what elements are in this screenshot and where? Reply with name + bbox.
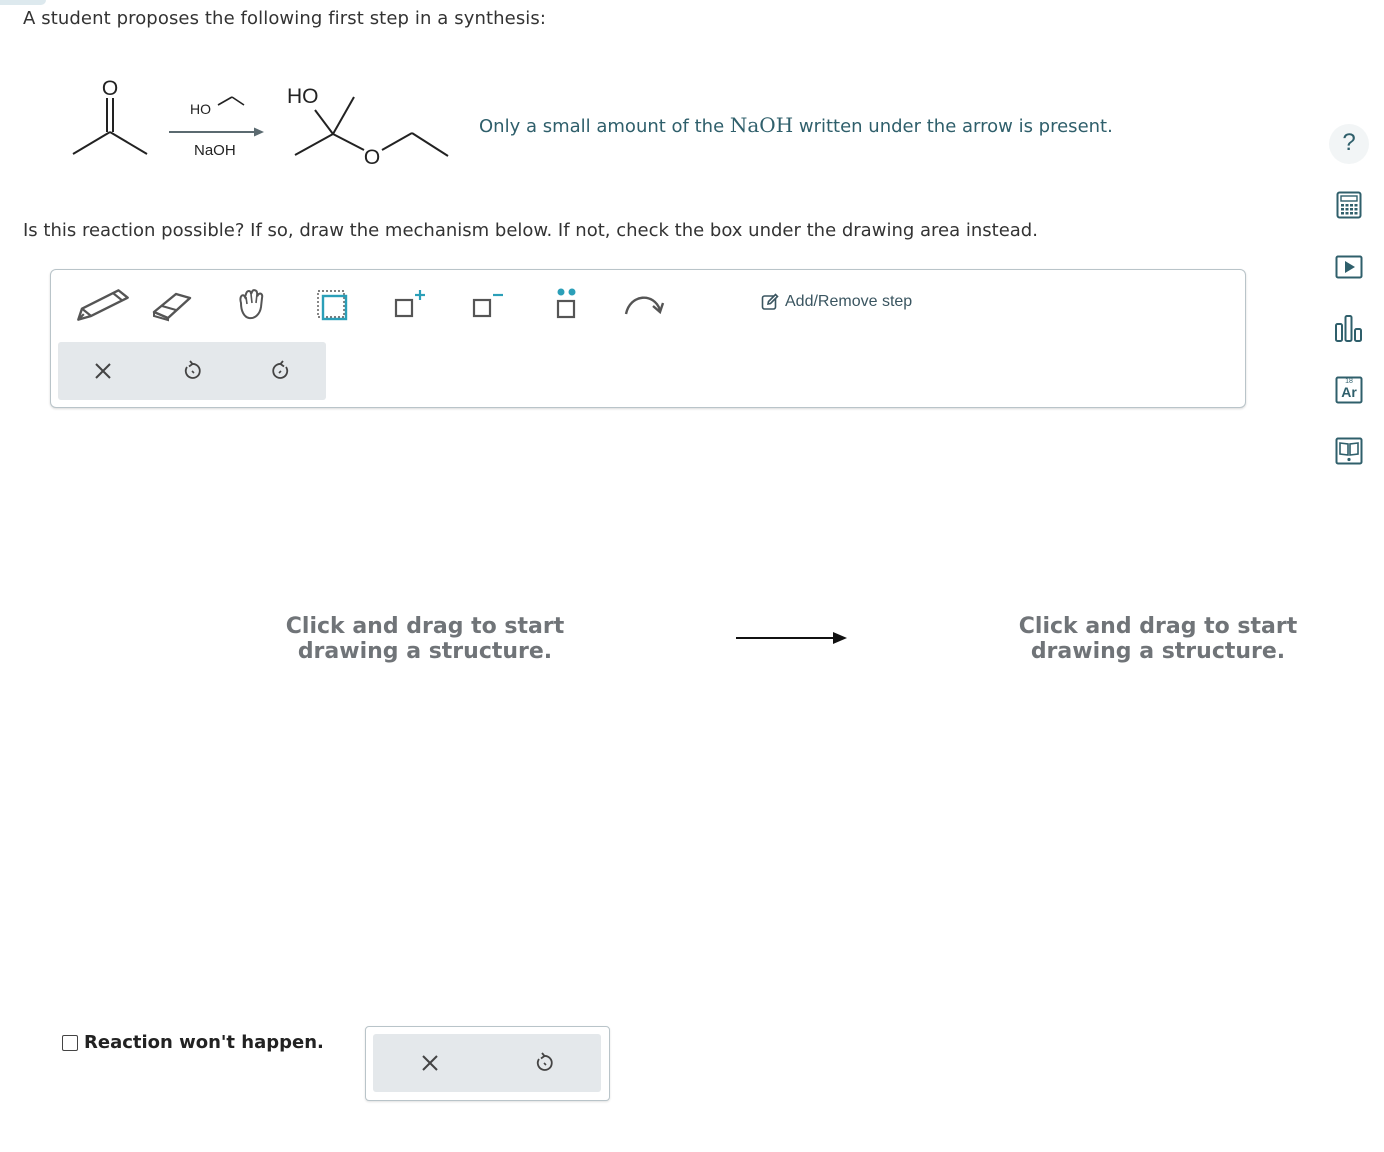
left-drawing-area[interactable] xyxy=(262,614,588,664)
history-controls xyxy=(58,342,326,400)
calculator-icon xyxy=(1336,191,1362,219)
left-placeholder-line2: drawing a structure. xyxy=(297,639,553,664)
help-label: ? xyxy=(1342,129,1356,156)
help-button[interactable] xyxy=(1328,123,1370,165)
play-icon xyxy=(1335,255,1363,279)
close-icon xyxy=(94,362,112,380)
select-tool-button[interactable] xyxy=(309,282,355,328)
naoh-note: Only a small amount of the NaOH written under the arrow is present. xyxy=(479,113,1113,137)
secondary-clear-button[interactable] xyxy=(373,1034,487,1092)
add-remove-step-label: Add/Remove step xyxy=(785,293,913,310)
right-drawing-area[interactable] xyxy=(995,614,1321,664)
checkbox-label: Reaction won't happen. xyxy=(84,1032,324,1053)
hand-icon xyxy=(234,287,270,323)
reagent-naoh: NaOH xyxy=(194,142,236,159)
undo-icon xyxy=(181,360,203,382)
close-icon xyxy=(421,1054,439,1072)
data-chart-button[interactable] xyxy=(1328,307,1370,349)
eraser-icon xyxy=(150,288,194,322)
move-tool-button[interactable] xyxy=(229,282,275,328)
naoh-formula: NaOH xyxy=(729,113,794,137)
pencil-icon xyxy=(71,285,135,325)
periodic-symbol: Ar xyxy=(1341,384,1357,400)
curved-arrow-icon xyxy=(622,290,666,320)
curved-arrow-button[interactable] xyxy=(619,282,669,328)
checkbox-box[interactable] xyxy=(62,1035,78,1051)
acetone-oxygen: O xyxy=(101,77,119,100)
top-corner-tab xyxy=(0,0,46,5)
right-placeholder-line1: Click and drag to start xyxy=(1018,614,1298,639)
positive-charge-button[interactable] xyxy=(387,282,433,328)
minus-charge-icon xyxy=(469,288,507,322)
secondary-undo-button[interactable] xyxy=(487,1034,601,1092)
pencil-tool-button[interactable] xyxy=(71,282,135,328)
negative-charge-button[interactable] xyxy=(465,282,511,328)
add-remove-step-button[interactable] xyxy=(761,293,912,311)
left-placeholder-line1: Click and drag to start xyxy=(285,614,565,639)
reaction-wont-happen-checkbox[interactable] xyxy=(62,1032,324,1053)
periodic-table-button[interactable] xyxy=(1328,369,1370,411)
reference-book-button[interactable] xyxy=(1328,430,1370,472)
bar-chart-icon xyxy=(1334,313,1364,343)
product-hydroxyl: HO xyxy=(287,85,319,108)
lone-pair-icon xyxy=(551,287,581,323)
reagent-ethanol-ho: HO xyxy=(190,101,211,117)
lone-pair-button[interactable] xyxy=(543,282,589,328)
edit-icon xyxy=(761,293,779,311)
undo-icon xyxy=(533,1052,555,1074)
secondary-history-panel xyxy=(365,1026,610,1101)
prompt-text: A student proposes the following first step in a synthesis: xyxy=(23,8,547,29)
eraser-tool-button[interactable] xyxy=(149,282,195,328)
select-icon xyxy=(315,288,349,322)
undo-button[interactable] xyxy=(147,342,236,400)
question-text: Is this reaction possible? If so, draw the mechanism below. If not, check the box under the drawing area instead. xyxy=(23,220,1038,241)
clear-button[interactable] xyxy=(58,342,147,400)
redo-button[interactable] xyxy=(236,342,325,400)
drawing-toolbar xyxy=(50,269,1246,408)
right-placeholder-line2: drawing a structure. xyxy=(1030,639,1286,664)
redo-icon xyxy=(270,360,292,382)
periodic-number: 18 xyxy=(1345,378,1353,385)
product-ether-oxygen: O xyxy=(363,146,381,169)
video-button[interactable] xyxy=(1328,246,1370,288)
mechanism-arrow xyxy=(735,629,850,647)
plus-charge-icon xyxy=(391,288,429,322)
reaction-scheme xyxy=(60,72,460,172)
book-icon xyxy=(1335,437,1363,465)
calculator-button[interactable] xyxy=(1328,184,1370,226)
acetone-structure xyxy=(73,98,147,154)
